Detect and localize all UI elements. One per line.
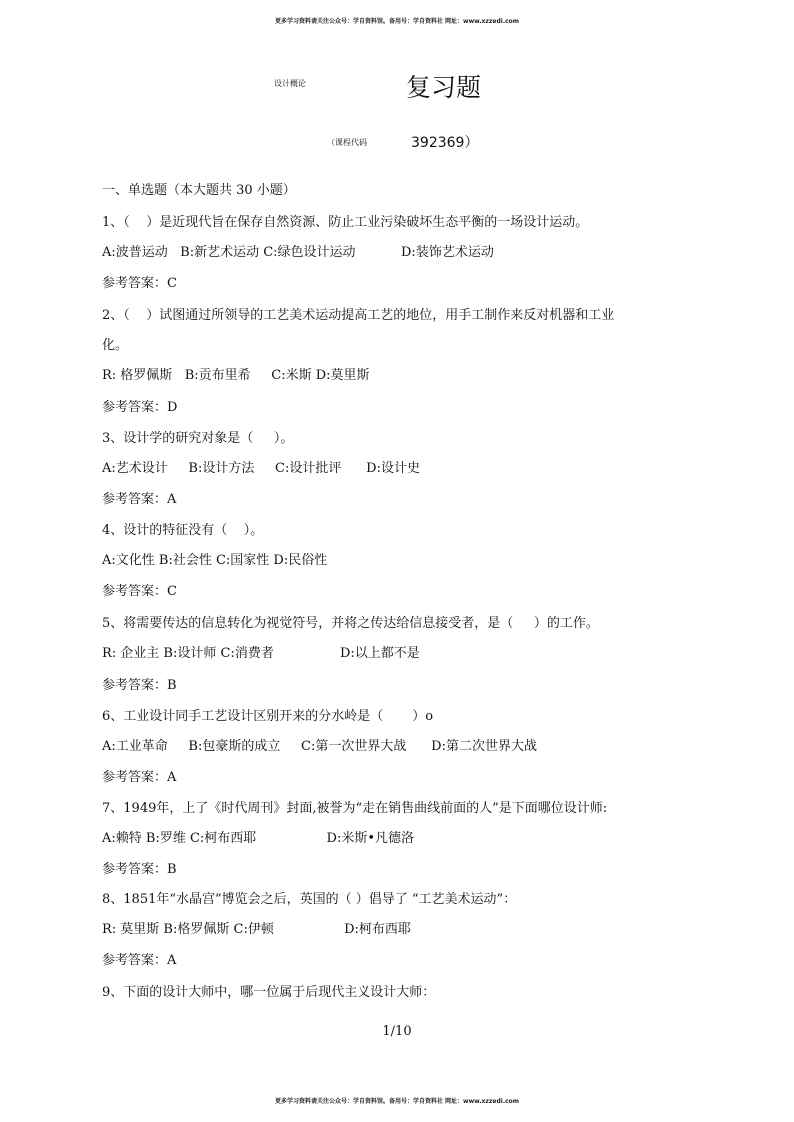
- question-options: A:赖特 B:罗维 C:柯布西耶 D:米斯•凡德洛: [102, 831, 415, 846]
- question-stem: 6、工业设计同手工艺设计区别开来的分水岭是（ ）o: [102, 709, 434, 724]
- question-answer: 参考答案：A: [102, 770, 177, 785]
- question-answer: 参考答案：D: [102, 400, 178, 415]
- question-stem: 8、1851年“水晶宫”博览会之后，英国的（ ）倡导了 “工艺美术运动”：: [102, 892, 517, 907]
- question-options: A:波普运动 B:新艺术运动 C:绿色设计运动 D:装饰艺术运动: [102, 245, 494, 260]
- page-footer-note: 更多学习资料请关注公众号：学自资料馆。备用号：学自资料社 网址：www.xzzedi.com: [274, 1098, 520, 1105]
- question-answer: 参考答案：A: [102, 492, 177, 507]
- section-title: 一、单选题（本大题共 30 小题）: [102, 183, 296, 198]
- question-options: R: 格罗佩斯 B:贡布里希 C:米斯 D:莫里斯: [102, 368, 370, 383]
- question-answer: 参考答案：C: [102, 584, 177, 599]
- question-stem: 9、下面的设计大师中，哪一位属于后现代主义设计大师：: [102, 985, 436, 1000]
- subject-label: 设计概论: [274, 79, 306, 88]
- question-options: A:工业革命 B:包豪斯的成立 C:第一次世界大战 D:第二次世界大战: [102, 739, 537, 754]
- question-options: R: 莫里斯 B:格罗佩斯 C:伊顿 D:柯布西耶: [102, 922, 411, 937]
- course-code: 392369）: [411, 135, 479, 151]
- question-stem: 7、1949年，上了《时代周刊》封面,被誉为“走在销售曲线前面的人”是下面哪位设计师:: [102, 801, 608, 816]
- question-stem: 3、设计学的研究对象是（ ）。: [102, 431, 294, 446]
- question-answer: 参考答案：B: [102, 678, 177, 693]
- question-options: R: 企业主 B:设计师 C:消费者 D:以上都不是: [102, 646, 420, 661]
- question-stem: 5、将需要传达的信息转化为视觉符号，并将之传达给信息接受者，是（ ）的工作。: [102, 616, 599, 631]
- question-options: A:艺术设计 B:设计方法 C:设计批评 D:设计史: [102, 461, 420, 476]
- question-stem: 1、（ ）是近现代旨在保存自然资源、防止工业污染破坏生态平衡的一场设计运动。: [102, 215, 589, 230]
- question-answer: 参考答案：B: [102, 862, 177, 877]
- question-answer: 参考答案：C: [102, 276, 177, 291]
- question-stem: 4、设计的特征没有（ ）。: [102, 523, 264, 538]
- question-answer: 参考答案：A: [102, 953, 177, 968]
- question-stem: 2、（ ）试图通过所领导的工艺美术运动提高工艺的地位，用手工制作来反对机器和工业: [102, 308, 615, 323]
- question-options: A:文化性 B:社会性 C:国家性 D:民俗性: [102, 553, 328, 568]
- document-title: 复习题: [406, 73, 482, 102]
- course-code-label: （课程代码: [327, 138, 367, 147]
- question-stem-continued: 化。: [102, 338, 129, 353]
- page-header-note: 更多学习资料请关注公众号：学自资料馆。备用号：学自资料社 网址：www.xzzedi.com: [274, 18, 520, 25]
- page-number: 1/10: [382, 1024, 412, 1039]
